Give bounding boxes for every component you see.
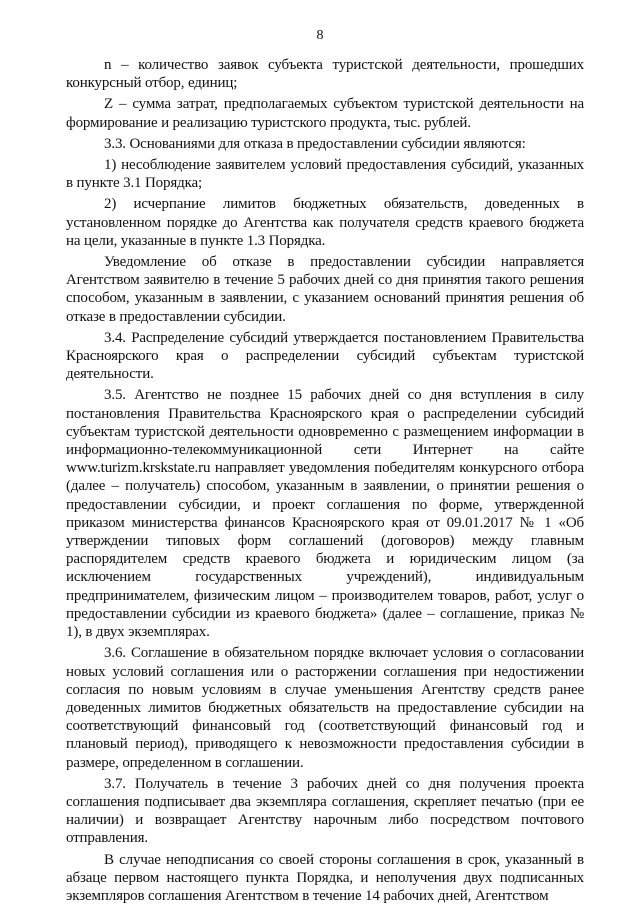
paragraph-n-definition: n – количество заявок субъекта туристской деятельности, прошедших конкурсный отбор, единиц;: [66, 57, 584, 92]
paragraph-3-3: 3.3. Основаниями для отказа в предоставлении субсидии являются:: [104, 135, 526, 152]
paragraph-3-7: 3.7. Получатель в течение 3 рабочих дней со дня получения проекта соглашения подписывает два экземпляра соглашения, скрепляет печатью (при ее наличии) и возвращает Агентству нарочным либо посредством почтового отправления.: [66, 775, 584, 847]
page-number: 8: [316, 28, 324, 43]
paragraph-z-definition: Z – сумма затрат, предполагаемых субъектом туристской деятельности на формирование и реализацию туристского продукта, тыс. рублей.: [66, 96, 584, 131]
paragraph-3-3-item-1: 1) несоблюдение заявителем условий предоставления субсидий, указанных в пункте 3.1 Порядка;: [66, 157, 584, 192]
paragraph-3-4: 3.4. Распределение субсидий утверждается постановлением Правительства Красноярского края о распределении субсидий субъектам туристской деятельности.: [66, 329, 584, 383]
paragraph-3-6: 3.6. Соглашение в обязательном порядке включает условия о согласовании новых условий соглашения или о расторжении соглашения при недостижении согласия по новым условиям в случае уменьшения Агентству средств ранее доведенных лимитов бюджетных обязательств на предоставление субсидии на соответствующий финансовый год (соответствующий финансовый год и плановый период), приводящего к невозможности предоставления субсидии в размере, определенном в соглашении.: [66, 645, 584, 771]
paragraph-3-3-item-2: 2) исчерпание лимитов бюджетных обязательств, доведенных в установленном порядке до Агентства как получателя средств краевого бюджета на цели, указанные в пункте 1.3 Порядка.: [66, 196, 584, 249]
paragraph-non-signing: В случае неподписания со своей стороны соглашения в срок, указанный в абзаце первом настоящего пункта Порядка, и неполучения двух подписанных экземпляров соглашения Агентством в течение 14 рабочих дней, Агентством: [66, 851, 584, 904]
paragraph-refusal-notice: Уведомление об отказе в предоставлении субсидии направляется Агентством заявителю в течение 5 рабочих дней со дня принятия такого решения способом, указанным в заявлении, с указанием оснований принятия решения об отказе в предоставлении субсидии.: [66, 254, 584, 325]
document-body: [66, 56, 584, 908]
paragraph-3-5: 3.5. Агентство не позднее 15 рабочих дней со дня вступления в силу постановления Правительства Красноярского края о распределении субсидий субъектам туристской деятельности одновременно с размещением информации в информационно-телекоммуникационной сети Интернет на сайте www.turizm.krskstate.ru направляет уведомления победителям конкурсного отбора (далее – получатель) способом, указанным в заявлении, о принятии решения о предоставлении субсидии, и проект соглашения по форме, утвержденной приказом министерства финансов Красноярского края от 09.01.2017 № 1 «Об утверждении типовых форм соглашений (договоров) между главным распорядителем средств краевого бюджета и юридическим лицом (за исключением государственных учреждений), индивидуальным предпринимателем, физическим лицом – производителем товаров, работ, услуг о предоставлении субсидии из краевого бюджета» (далее – соглашение, приказ № 1), в двух экземплярах.: [66, 387, 584, 641]
